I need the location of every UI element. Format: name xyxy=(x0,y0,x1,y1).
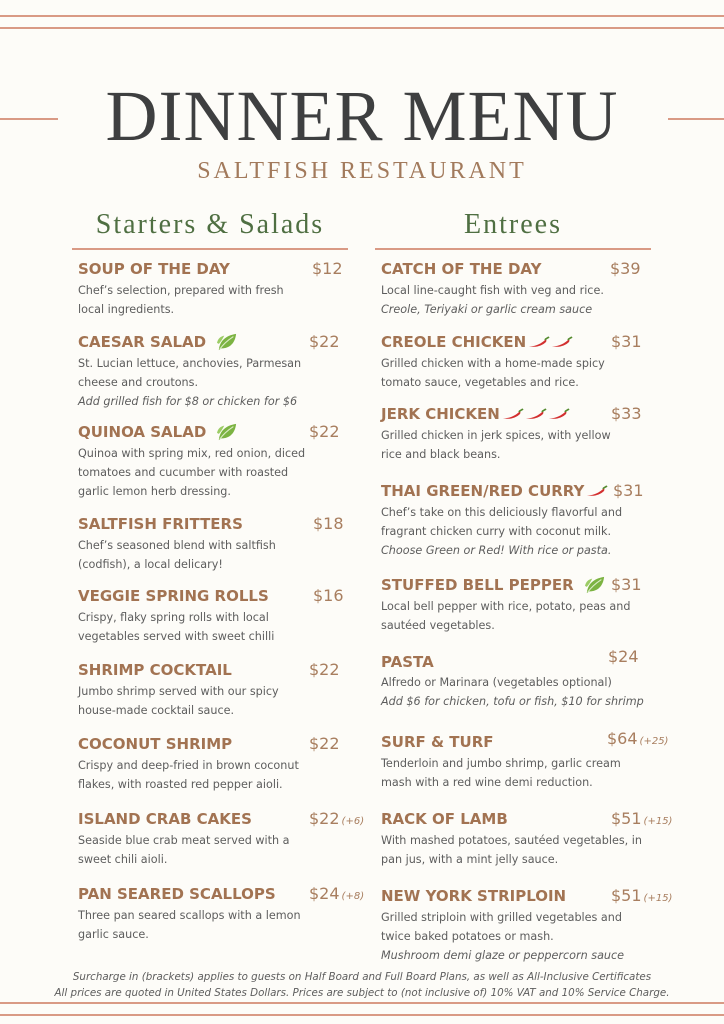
item-price: $24 xyxy=(309,884,340,903)
surcharge: (+8) xyxy=(341,891,365,902)
item-name: PASTA xyxy=(381,653,434,671)
entrees-heading: Entrees xyxy=(464,209,562,240)
restaurant-name: SALTFISH RESTAURANT xyxy=(197,158,527,184)
bottom-rule-1 xyxy=(0,1002,724,1004)
item-name: PAN SEARED SCALLOPS xyxy=(78,885,276,903)
menu-item xyxy=(78,659,368,720)
menu-item xyxy=(381,258,671,319)
item-price: $51 xyxy=(611,809,642,828)
vegetarian-leaf-icon xyxy=(216,332,238,352)
menu-item xyxy=(381,731,671,792)
surcharge: (+6) xyxy=(341,816,365,827)
item-description: Grilled striploin with grilled vegetables and twice baked potatoes or mash. xyxy=(381,911,622,943)
item-name: COCONUT SHRIMP xyxy=(78,735,233,753)
chili-icon xyxy=(548,408,570,420)
surcharge: (+15) xyxy=(643,893,673,904)
item-price: $22 xyxy=(309,809,340,828)
top-rule-2 xyxy=(0,27,724,29)
item-name: VEGGIE SPRING ROLLS xyxy=(78,587,269,605)
item-name: SOUP OF THE DAY xyxy=(78,260,230,278)
item-name: SHRIMP COCKTAIL xyxy=(78,661,232,679)
item-description: Chef’s take on this deliciously flavorful and fragrant chicken curry with coconut milk. xyxy=(381,506,623,538)
item-description: Crispy, flaky spring rolls with local vegetables served with sweet chilli xyxy=(78,611,275,643)
item-description: Jumbo shrimp served with our spicy house-made cocktail sauce. xyxy=(78,685,279,717)
menu-item xyxy=(381,480,671,560)
menu-item xyxy=(78,421,368,501)
item-name: SURF & TURF xyxy=(381,733,494,751)
item-price: $31 xyxy=(611,575,642,594)
vegetarian-leaf-icon xyxy=(584,575,606,595)
item-name: CATCH OF THE DAY xyxy=(381,260,542,278)
menu-item xyxy=(78,258,368,319)
item-note: Add $6 for chicken, tofu or fish, $10 for shrimp xyxy=(381,695,644,708)
item-description: Chef’s selection, prepared with fresh local ingredients. xyxy=(78,284,284,316)
surcharge: (+15) xyxy=(643,816,673,827)
item-name: ISLAND CRAB CAKES xyxy=(78,810,252,828)
item-description: Quinoa with spring mix, red onion, diced tomatoes and cucumber with roasted garlic lemon herb dressing. xyxy=(78,447,306,498)
menu-item xyxy=(381,331,671,392)
item-description: Grilled chicken with a home-made spicy tomato sauce, vegetables and rice. xyxy=(381,357,605,389)
chili-icon xyxy=(502,408,524,420)
item-name: STUFFED BELL PEPPER xyxy=(381,576,574,594)
menu-item xyxy=(381,403,671,464)
item-name: SALTFISH FRITTERS xyxy=(78,515,243,533)
item-price: $18 xyxy=(313,514,344,533)
starters-column xyxy=(72,206,348,250)
title-rule-right xyxy=(668,118,724,120)
menu-item xyxy=(78,883,368,944)
item-price: $31 xyxy=(611,332,642,351)
item-name: JERK CHICKEN xyxy=(381,405,500,423)
entrees-rule xyxy=(375,248,651,250)
item-description: Seaside blue crab meat served with a sweet chili aioli. xyxy=(78,834,290,866)
item-description: Chef’s seasoned blend with saltfish (codfish), a local delicary! xyxy=(78,539,276,571)
menu-item xyxy=(381,808,671,869)
item-price: $64 xyxy=(607,729,638,748)
chili-icon xyxy=(528,336,550,348)
chili-icon xyxy=(525,408,547,420)
menu-item xyxy=(78,331,368,411)
chili-icon xyxy=(551,336,573,348)
item-name: RACK OF LAMB xyxy=(381,810,508,828)
item-name: NEW YORK STRIPLOIN xyxy=(381,887,567,905)
chili-icon xyxy=(586,485,608,497)
spice-level-3 xyxy=(502,408,571,420)
item-name: CREOLE CHICKEN xyxy=(381,333,527,351)
starters-rule xyxy=(72,248,348,250)
bottom-rule-2 xyxy=(0,1014,724,1016)
item-description: St. Lucian lettuce, anchovies, Parmesan cheese and croutons. xyxy=(78,357,302,389)
item-description: With mashed potatoes, sautéed vegetables, in pan jus, with a mint jelly sauce. xyxy=(381,834,642,866)
title-block xyxy=(0,78,724,158)
surcharge-footnote: Surcharge in (brackets) applies to guests on Half Board and Full Board Plans, as well as All-Inclusive Certificates xyxy=(72,971,652,983)
item-price: $12 xyxy=(312,259,343,278)
vegetarian-leaf-icon xyxy=(216,422,238,442)
menu-item xyxy=(78,733,368,794)
menu-item xyxy=(78,513,368,574)
item-name: THAI GREEN/RED CURRY xyxy=(381,482,585,500)
page-title: DINNER MENU xyxy=(105,76,619,156)
starters-heading: Starters & Salads xyxy=(95,209,325,240)
item-price: $33 xyxy=(611,404,642,423)
menu-item xyxy=(78,585,368,646)
item-price: $31 xyxy=(613,481,644,500)
item-description: Three pan seared scallops with a lemon garlic sauce. xyxy=(78,909,301,941)
item-description: Tenderloin and jumbo shrimp, garlic cream mash with a red wine demi reduction. xyxy=(381,757,621,789)
item-note: Choose Green or Red! With rice or pasta. xyxy=(381,544,612,557)
menu-item xyxy=(381,648,671,711)
item-name: CAESAR SALAD xyxy=(78,333,207,351)
menu-item xyxy=(78,808,368,869)
item-price: $16 xyxy=(313,586,344,605)
item-description: Grilled chicken in jerk spices, with yellow rice and black beans. xyxy=(381,429,611,461)
item-note: Add grilled fish for $8 or chicken for $6 xyxy=(78,395,298,408)
item-price: $51 xyxy=(611,886,642,905)
entrees-column xyxy=(375,206,651,250)
menu-item xyxy=(381,885,671,965)
item-price: $22 xyxy=(309,660,340,679)
item-price: $22 xyxy=(309,422,340,441)
spice-level-1 xyxy=(586,485,609,497)
item-price: $39 xyxy=(610,259,641,278)
item-price: $22 xyxy=(309,332,340,351)
surcharge: (+25) xyxy=(639,736,669,747)
item-name: QUINOA SALAD xyxy=(78,423,207,441)
item-description: Local line-caught fish with veg and rice. xyxy=(381,284,604,297)
item-note: Mushroom demi glaze or peppercorn sauce xyxy=(381,949,625,962)
item-description: Local bell pepper with rice, potato, peas and sautéed vegetables. xyxy=(381,600,631,632)
menu-item xyxy=(381,574,671,635)
top-rule-1 xyxy=(0,15,724,17)
item-note: Creole, Teriyaki or garlic cream sauce xyxy=(381,303,593,316)
item-description: Alfredo or Marinara (vegetables optional) xyxy=(381,676,612,689)
item-price: $22 xyxy=(309,734,340,753)
item-description: Crispy and deep-fried in brown coconut flakes, with roasted red pepper aioli. xyxy=(78,759,299,791)
item-price: $24 xyxy=(608,647,639,666)
pricing-footnote: All prices are quoted in United States Dollars. Prices are subject to (not inclusive of) 10% VAT and 10% Service Charge. xyxy=(54,987,670,999)
spice-level-2 xyxy=(528,336,574,348)
